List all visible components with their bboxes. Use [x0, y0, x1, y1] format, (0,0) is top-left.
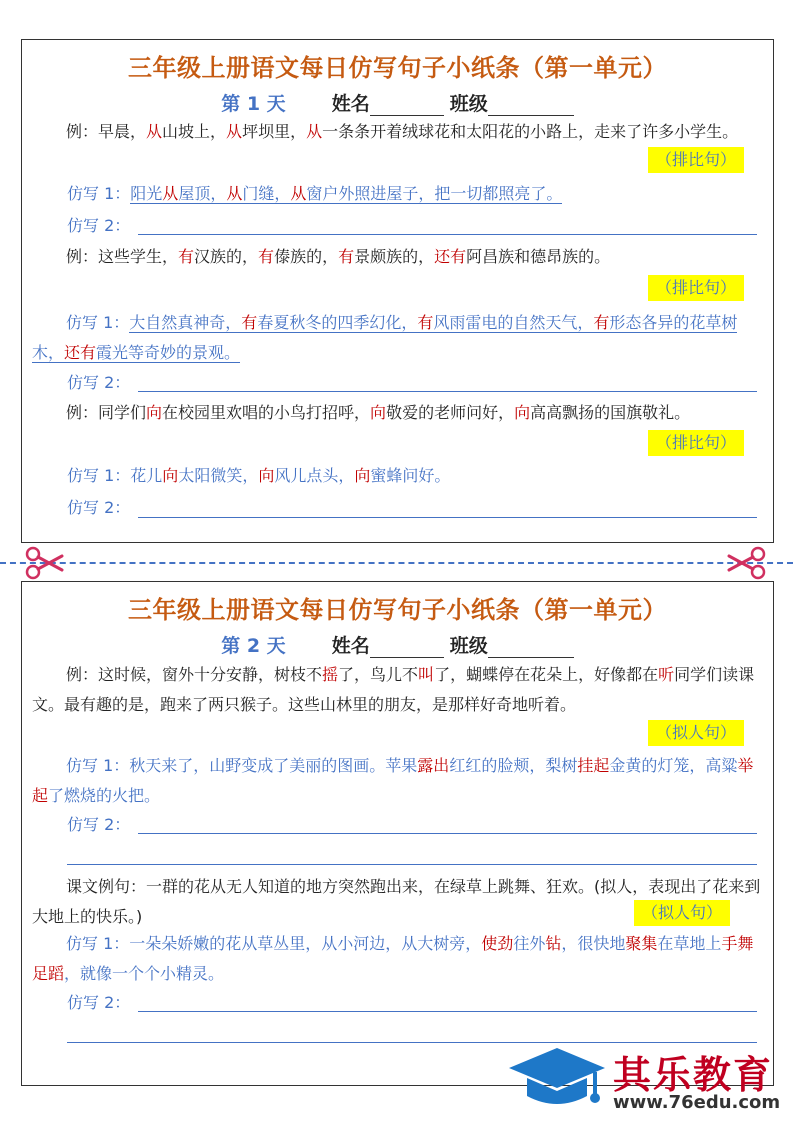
imitation-2-write-line[interactable]: [67, 864, 757, 865]
day-label: 第 2 天: [221, 635, 286, 657]
logo-name: 其乐教育: [613, 1053, 774, 1097]
name-blank[interactable]: [370, 657, 444, 658]
publisher-logo: [505, 1044, 785, 1120]
imitation-1-answer: 仿写 1：秋天来了，山野变成了美丽的图画。苹果露出红红的脸颊，梨树挂起金黄的灯笼，高粱举起了燃烧的火把。: [32, 756, 754, 805]
example-sentence-3: 例：同学们向在校园里欢唱的小鸟打招呼，向敬爱的老师问好，向高高飘扬的国旗敬礼。: [66, 403, 691, 422]
scissors-icon: [727, 546, 767, 580]
imitation-2-write-line[interactable]: [138, 391, 757, 392]
class-blank[interactable]: [488, 657, 574, 658]
imitation-2-write-line[interactable]: [138, 833, 757, 834]
imitation-2-label: 仿写 2：: [67, 373, 131, 392]
cut-dashed-line: [0, 562, 793, 564]
name-label: 姓名: [331, 93, 370, 115]
card-title: 三年级上册语文每日仿写句子小纸条（第一单元）: [128, 54, 667, 82]
imitation-2-label: 仿写 2：: [67, 216, 131, 235]
imitation-1-answer: 仿写 1：大自然真神奇，有春夏秋冬的四季幻化，有风雨雷电的自然天气，有形态各异的花草树木，还有霞光等奇妙的景观。: [32, 313, 738, 362]
card-title: 三年级上册语文每日仿写句子小纸条（第一单元）: [128, 596, 667, 624]
class-blank[interactable]: [488, 115, 574, 116]
sentence-type-tag: （排比句）: [648, 430, 744, 456]
imitation-2-write-line[interactable]: [67, 1042, 757, 1043]
imitation-1-answer: 仿写 1：一朵朵娇嫩的花从草丛里，从小河边，从大树旁，使劲往外钻，很快地聚集在草地上手舞足蹈，就像一个个小精灵。: [32, 934, 754, 983]
imitation-2-label: 仿写 2：: [67, 498, 131, 517]
sentence-type-tag: （拟人句）: [634, 900, 730, 926]
card-header-line: [22, 89, 773, 116]
day-label: 第 1 天: [221, 93, 286, 115]
sentence-type-tag: （排比句）: [648, 275, 744, 301]
imitation-2-label: 仿写 2：: [67, 815, 131, 834]
sentence-type-tag: （排比句）: [648, 147, 744, 173]
class-label: 班级: [449, 635, 488, 657]
imitation-2-write-line[interactable]: [138, 234, 757, 235]
worksheet-card-day1: [21, 39, 774, 543]
imitation-1-answer: 仿写 1：花儿向太阳微笑，向风儿点头，向蜜蜂问好。: [67, 466, 451, 485]
name-blank[interactable]: [370, 115, 444, 116]
textbook-example-sentence: 课文例句：一群的花从无人知道的地方突然跑出来，在绿草上跳舞、狂欢。(拟人，表现出了花来到大地上的快乐。): [32, 877, 761, 926]
imitation-2-write-line[interactable]: [138, 517, 757, 518]
logo-url: www.76edu.com: [613, 1092, 781, 1113]
example-sentence-2: 例：这些学生，有汉族的，有傣族的，有景颇族的，还有阿昌族和德昂族的。: [66, 247, 611, 266]
imitation-2-label: 仿写 2：: [67, 993, 131, 1012]
sentence-type-tag: （拟人句）: [648, 720, 744, 746]
example-sentence-1: 例：早晨，从山坡上，从坪坝里，从一条条开着绒球花和太阳花的小路上，走来了许多小学生。: [66, 122, 739, 141]
example-sentence-1: 例：这时候，窗外十分安静，树枝不摇了，鸟儿不叫了，蝴蝶停在花朵上，好像都在听同学们读课文。最有趣的是，跑来了两只猴子。这些山林里的朋友，是那样好奇地听着。: [32, 665, 755, 714]
imitation-1-answer: 仿写 1：阳光从屋顶，从门缝，从窗户外照进屋子，把一切都照亮了。: [67, 184, 563, 203]
class-label: 班级: [449, 93, 488, 115]
name-label: 姓名: [331, 635, 370, 657]
card-header-line: [22, 631, 773, 658]
worksheet-card-day2: [21, 581, 774, 1086]
graduation-cap-icon: [505, 1046, 609, 1118]
scissors-icon: [24, 546, 64, 580]
imitation-2-write-line[interactable]: [138, 1011, 757, 1012]
